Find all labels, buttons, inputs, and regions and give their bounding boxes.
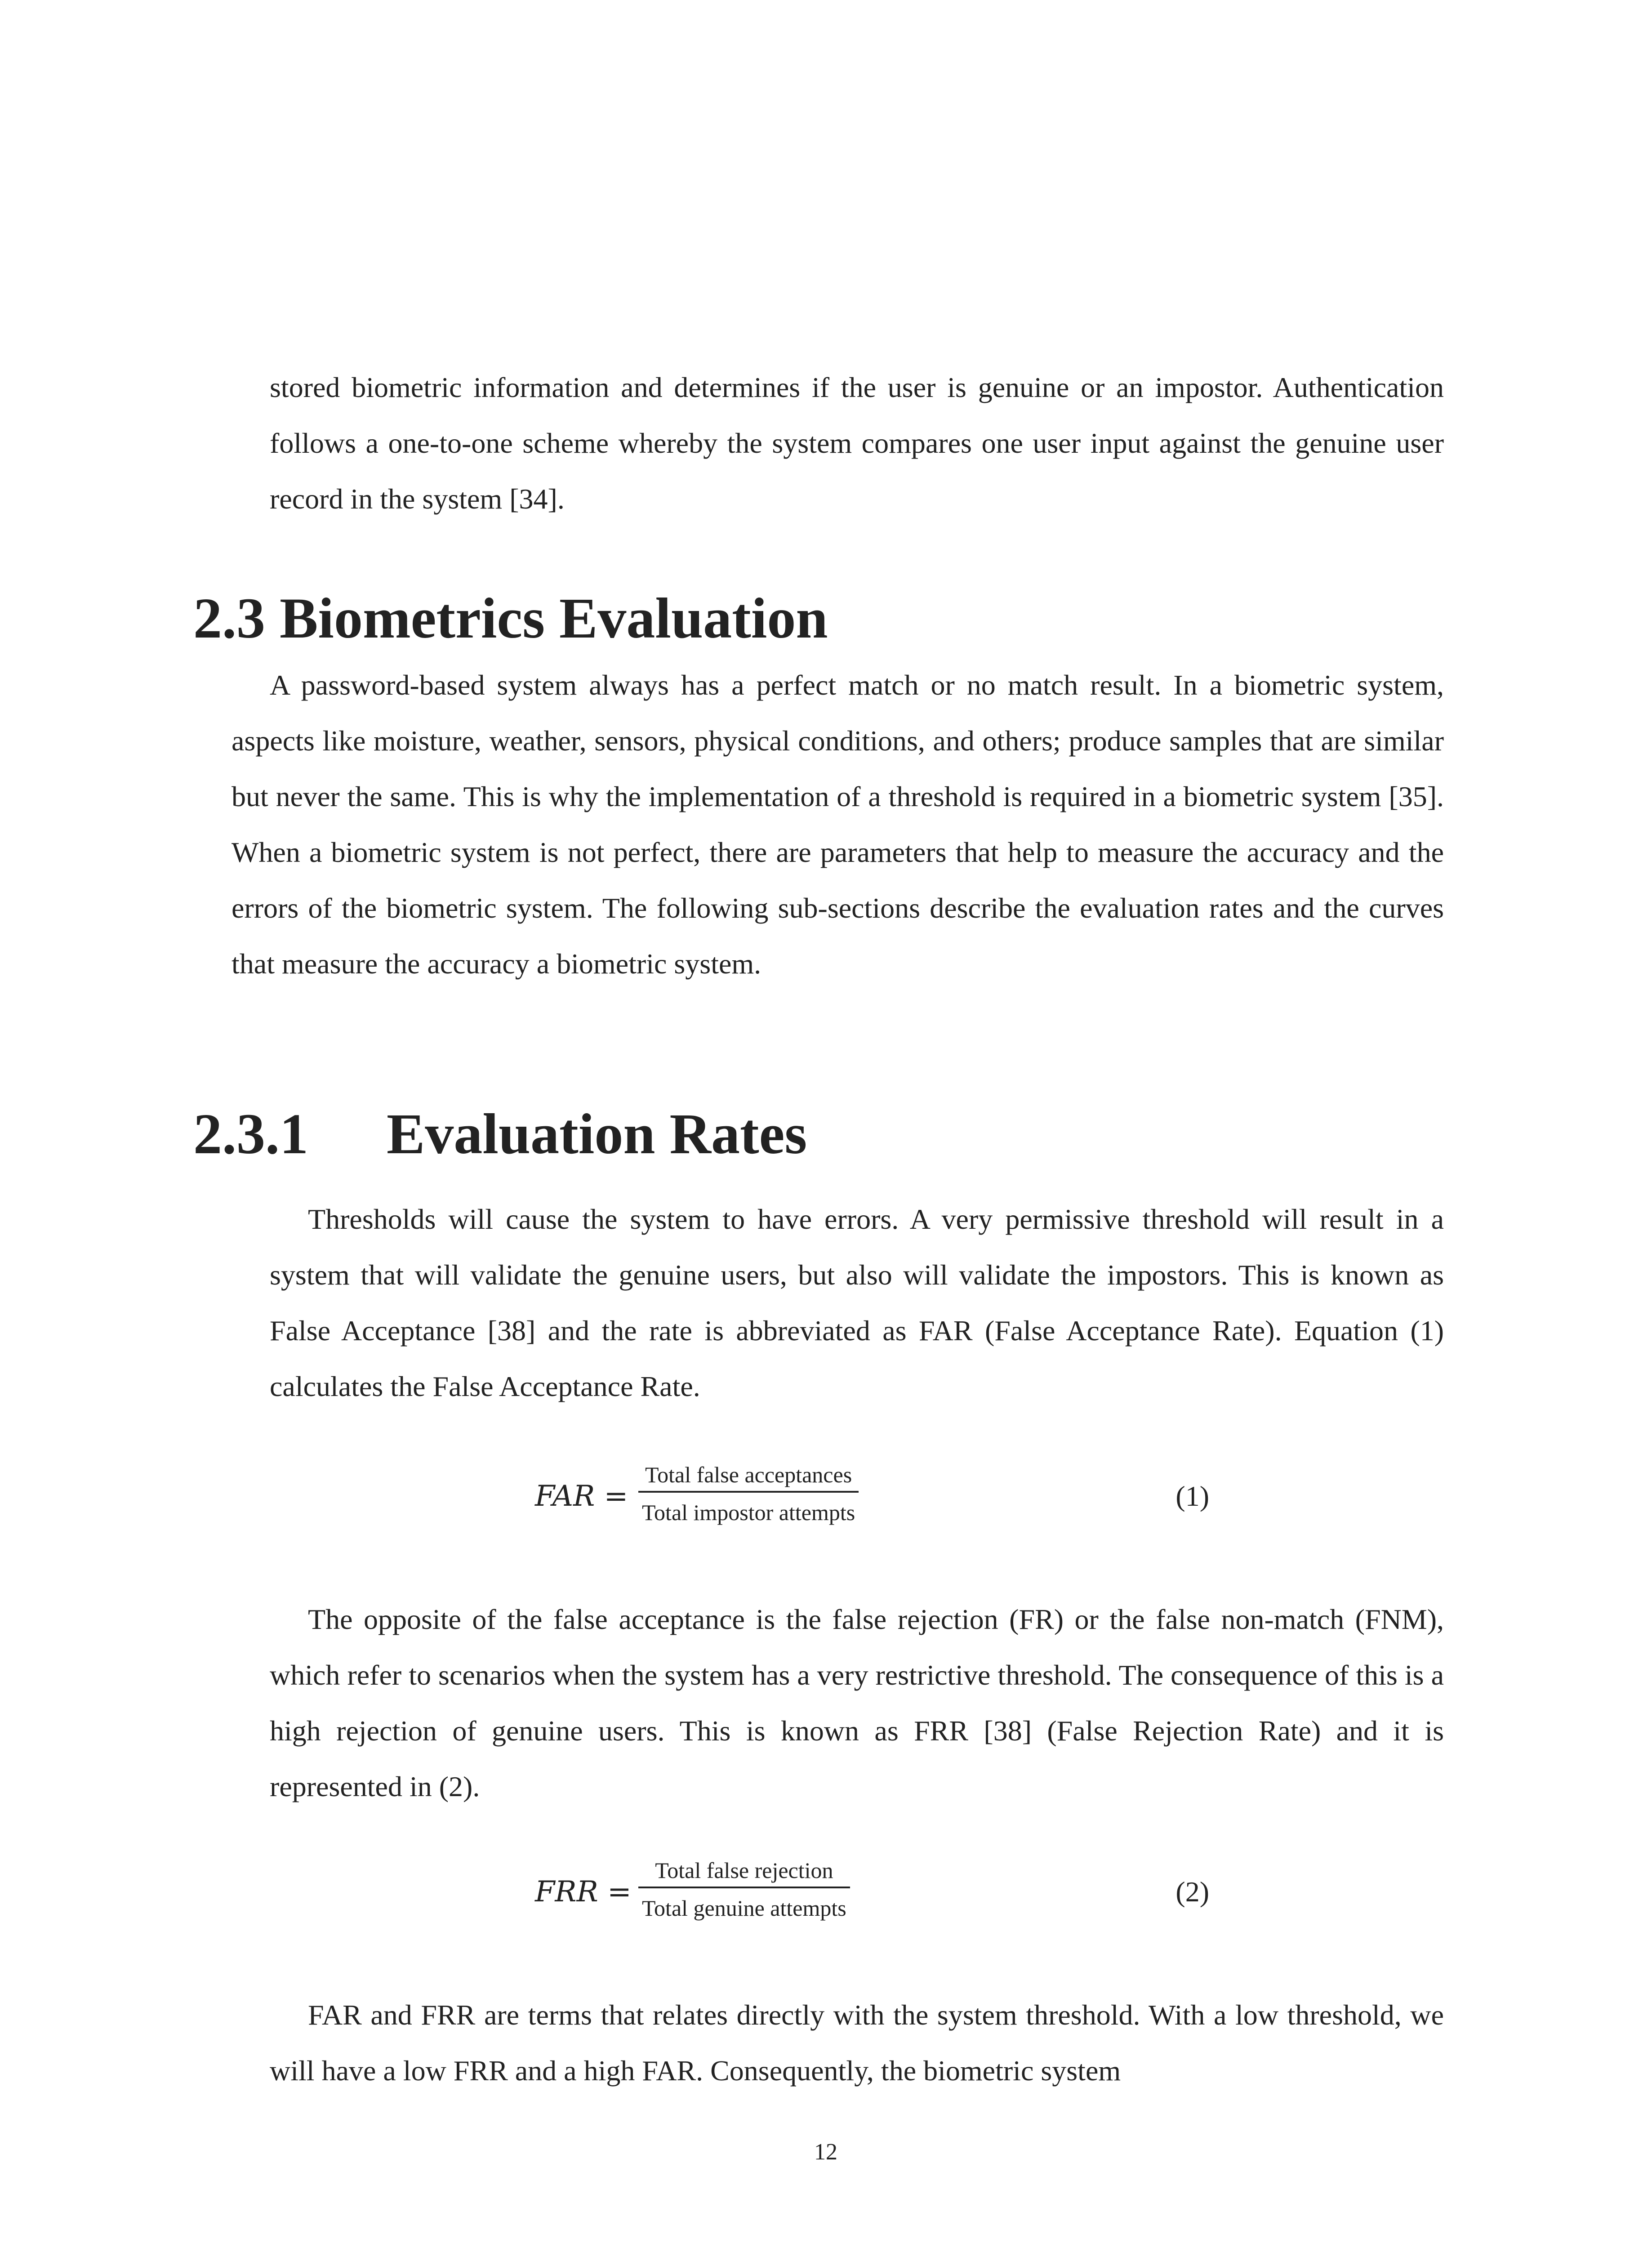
paragraph-frr: The opposite of the false acceptance is the false rejection (FR) or the false non-match (FNM), which refer to scenarios when the system has a very restrictive threshold. The consequence of this is a high rejection of genuine users. This is known as FRR [38] (False Rejection Rate) and it is represented in (2). [270,1603,1444,1802]
paragraph-authentication: stored biometric information and determines if the user is genuine or an impostor. Authentication follows a one-to-one scheme whereby the system compares one user input against the genuine user record in the system [34]. [270,371,1444,515]
equation-far-number: (1) [1176,1480,1209,1512]
equation-frr-numerator: Total false rejection [655,1858,833,1883]
equation-frr [535,1857,1209,1938]
equation-frr-fraction [638,1857,850,1922]
subsection-title: Evaluation Rates [387,1102,807,1166]
paragraph-far: Thresholds will cause the system to have errors. A very permissive threshold will result in a system that will validate the genuine users, but also will validate the impostors. This is known as False Acceptance [38] and the rate is abbreviated as FAR (False Acceptance Rate). Equation (1) calculates the False Acceptance Rate. [270,1203,1444,1402]
equation-far-denominator: Total impostor attempts [642,1500,855,1525]
page-number: 12 [814,2139,837,2165]
paragraph-biometrics-evaluation: A password-based system always has a perfect match or no match result. In a biometric system, aspects like moisture, weather, sensors, physical conditions, and others; produce samples that are similar but never the same. This is why the implementation of a threshold is required in a biometric system [35]. When a biometric system is not perfect, there are parameters that help to measure the accuracy and the errors of the biometric system. The following sub-sections describe the evaluation rates and the curves that measure the accuracy a biometric system. [232,669,1444,980]
equation-frr-lhs: FRR = [535,1875,632,1909]
equation-far-fraction [638,1461,859,1526]
equation-frr-number: (2) [1176,1876,1209,1908]
equation-far [535,1461,1209,1542]
equation-frr-denominator: Total genuine attempts [642,1896,846,1921]
paragraph-threshold: FAR and FRR are terms that relates directly with the system threshold. With a low threshold, we will have a low FRR and a high FAR. Consequently, the biometric system [270,1999,1444,2087]
subsection-heading [193,1100,807,1168]
subsection-number: 2.3.1 [193,1102,308,1166]
equation-far-numerator: Total false acceptances [645,1462,852,1487]
equation-far-lhs: FAR = [535,1480,628,1513]
section-heading: 2.3 Biometrics Evaluation [193,586,828,650]
